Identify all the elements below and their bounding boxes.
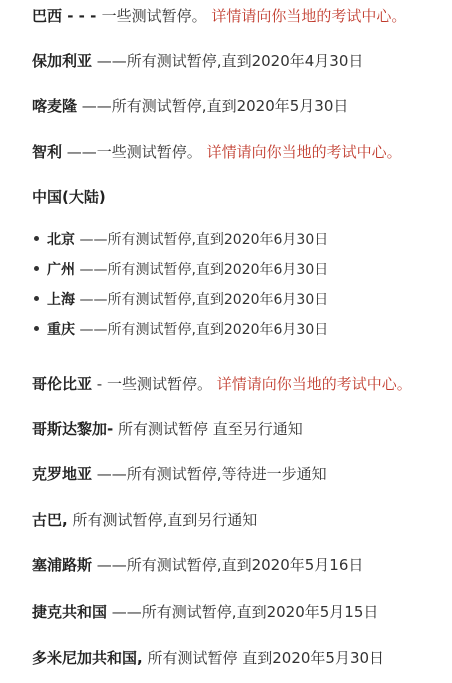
separator: —— [77, 97, 112, 115]
country-name: 保加利亚 [32, 52, 93, 70]
country-name: 巴西 [32, 7, 63, 25]
list-item-beijing [34, 230, 328, 250]
entry-czech-republic [32, 602, 378, 622]
status-text: 所有测试暂停,直到2020年5月15日 [141, 603, 379, 621]
status-text: 一些测试暂停。 [106, 375, 217, 393]
country-name: 哥伦比亚 [32, 375, 93, 393]
china-heading: 中国(大陆) [32, 188, 106, 206]
status-text: 所有测试暂停 直到2020年5月30日 [147, 649, 385, 667]
separator: - - - [62, 7, 102, 25]
list-item-chongqing [34, 320, 328, 340]
separator: —— [62, 143, 97, 161]
country-name: 多米尼加共和国, [32, 649, 143, 667]
bullet-icon [34, 266, 39, 271]
country-name: 喀麦隆 [32, 97, 78, 115]
country-name: 智利 [32, 143, 63, 161]
entry-chile [32, 142, 402, 162]
city-name: 北京 [47, 232, 75, 248]
contact-note: 详情请向你当地的考试中心。 [211, 7, 407, 25]
status-text: ——所有测试暂停,直到2020年6月30日 [75, 292, 329, 308]
status-text: 所有测试暂停 直至另行通知 [118, 420, 303, 438]
status-text: ——所有测试暂停,直到2020年6月30日 [75, 262, 329, 278]
entry-dominican-republic [32, 648, 384, 668]
entry-costa-rica [32, 419, 303, 439]
status-text: ——所有测试暂停,直到2020年6月30日 [75, 322, 329, 338]
status-text: 所有测试暂停,直到另行通知 [72, 511, 258, 529]
status-text: 所有测试暂停,直到2020年5月30日 [111, 97, 349, 115]
status-text: 所有测试暂停,直到2020年4月30日 [126, 52, 364, 70]
bullet-icon [34, 296, 39, 301]
list-item-shanghai [34, 290, 328, 310]
country-name: 捷克共和国 [32, 603, 108, 621]
country-name: 哥斯达黎加- [32, 420, 114, 438]
separator: - [92, 375, 107, 393]
status-text: 所有测试暂停,直到2020年5月16日 [126, 556, 364, 574]
city-name: 上海 [47, 292, 75, 308]
status-text: 所有测试暂停,等待进一步通知 [126, 465, 327, 483]
separator: —— [92, 556, 127, 574]
entry-colombia [32, 374, 412, 394]
separator: —— [92, 465, 127, 483]
separator: —— [92, 52, 127, 70]
bullet-icon [34, 326, 39, 331]
entry-bulgaria [32, 51, 363, 71]
entry-cameroon [32, 96, 348, 116]
list-item-guangzhou [34, 260, 328, 280]
entry-croatia [32, 464, 327, 484]
country-name: 古巴, [32, 511, 68, 529]
city-name: 广州 [47, 262, 75, 278]
contact-note: 详情请向你当地的考试中心。 [216, 375, 412, 393]
entry-brazil [32, 6, 406, 26]
separator: —— [107, 603, 142, 621]
city-name: 重庆 [47, 322, 75, 338]
contact-note: 详情请向你当地的考试中心。 [206, 143, 402, 161]
status-text: 一些测试暂停。 [101, 7, 212, 25]
entry-cyprus [32, 555, 363, 575]
status-text: ——所有测试暂停,直到2020年6月30日 [75, 232, 329, 248]
entry-cuba [32, 510, 257, 530]
bullet-icon [34, 236, 39, 241]
country-name: 克罗地亚 [32, 465, 93, 483]
country-name: 塞浦路斯 [32, 556, 93, 574]
status-text: 一些测试暂停。 [96, 143, 207, 161]
